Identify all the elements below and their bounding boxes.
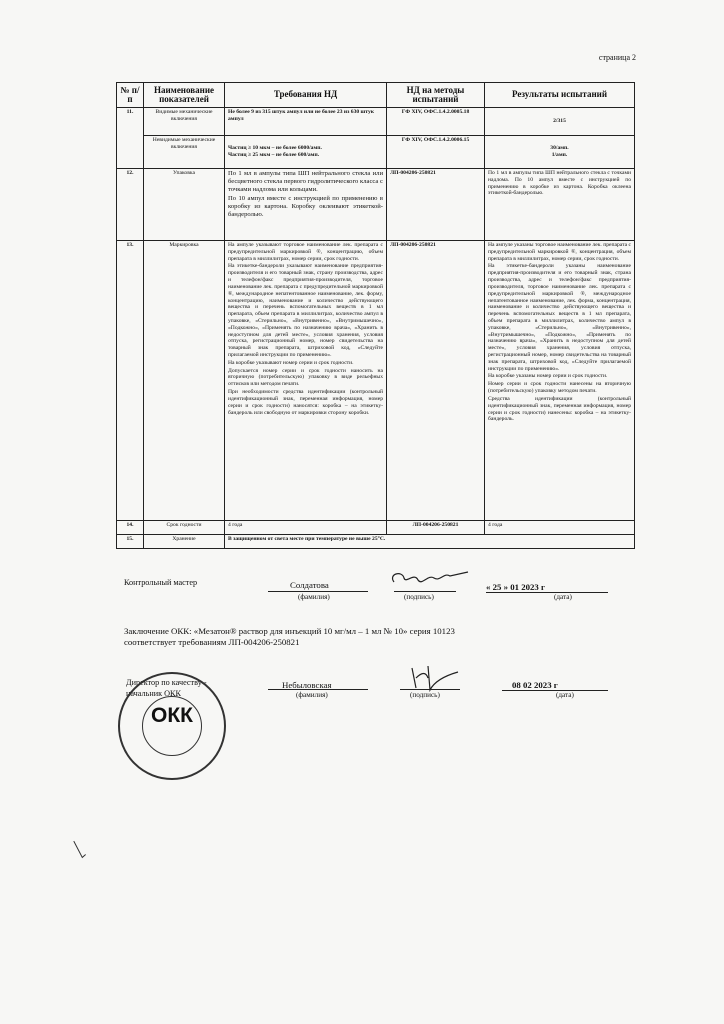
row-name: Маркировка	[144, 241, 225, 521]
signoff2-date: 08 02 2023 г	[512, 680, 558, 690]
req-line: Частиц ≥ 25 мкм – не более 600/амп.	[228, 152, 320, 158]
table-header-row	[117, 83, 635, 108]
header-result: Результаты испытаний	[485, 83, 635, 108]
req-paragraph: Допускается номер серии и срок годности наносить на вторичную (потребительскую) упаковку в виде рельефных оттисков или методом печати.	[228, 367, 383, 388]
result-paragraph: На этикетке-бандероли указаны наименование предприятия-производителя и его товарный знак, страна производства, адрес и телефон/факс предприятия-производителя, торговое наименование лек. препарата с предупредительной маркировкой ®, международное непатентованное наименование, лек. форма, концентрация, наименование и количество действующего вещества и перечень вспомогательных веществ в 1 мл препарата, объем препарата в миллилитрах, количество ампул в упаковке, «Стерильно», «Внутривенно», «Внутримышечно», «Подкожно», «Применять по назначению врача», «Хранить в недоступном для детей месте», условия хранения, условия отпуска, регистрационный номер, номер свидетельства на товарный знак препарата, штриховой код, «Следуйте прилагаемой инструкции по применению».	[488, 263, 631, 372]
row-result: 2/315	[485, 108, 635, 136]
conclusion-line-2: соответствует требованиям ЛП-004206-250821	[124, 637, 300, 648]
signoff2-surname: Небыловская	[282, 680, 332, 690]
signoff1-surname-label: (фамилия)	[298, 593, 330, 601]
row-method: ЛП-004206-250821	[387, 169, 485, 241]
row-number: 12.	[117, 169, 144, 241]
table-row	[117, 108, 635, 136]
row-requirement	[225, 241, 387, 521]
signoff2-role-line-1: Директор по качеству -	[126, 678, 207, 687]
row-number: 15.	[117, 535, 144, 549]
signoff2-signature-label: (подпись)	[410, 691, 440, 699]
signoff1-signature-label: (подпись)	[404, 593, 434, 601]
req-paragraph: По 10 ампул вместе с инструкцией по применению в коробку из картона. Коробку оклеивают этикеткой-бандеролью.	[228, 194, 383, 218]
row-method: ГФ XIV, ОФС.1.4.2.0006.15	[387, 136, 485, 169]
signoff1-signature-icon	[384, 564, 474, 594]
header-requirements: Требования НД	[225, 83, 387, 108]
row-number: 13.	[117, 241, 144, 521]
result-line: 30/амп.	[550, 145, 569, 152]
row-result	[485, 241, 635, 521]
signoff2-signature-line	[400, 689, 460, 690]
signoff1-date-line	[486, 592, 608, 593]
row-name: Невидимые механические включения	[144, 136, 225, 169]
row-requirement: Не более 9 из 315 штук ампул или не более 23 из 630 штук ампул	[225, 108, 387, 136]
stamp-center-text: ОКК	[151, 704, 193, 727]
table-row	[117, 521, 635, 535]
signoff1-date-label: (дата)	[554, 593, 572, 601]
row-result: 4 года	[485, 521, 635, 535]
req-paragraph: При необходимости средства идентификации (контрольный идентификационный знак, переменная информация, номер серии и срок годности) наносятся: коробка – на этикетку-бандероль или свободную от маркировки сторону коробки.	[228, 389, 383, 416]
row-number: 14.	[117, 521, 144, 535]
results-table	[116, 82, 635, 549]
req-paragraph: По 1 мл в ампулы типа ШП нейтрального стекла или бесцветного стекла первого гидролитического класса с точками надлома или кольцами.	[228, 170, 383, 193]
req-paragraph: На этикетке-бандероли указывают наименование предприятия-производителя и его товарный знак, страну производства, адрес и телефон/факс предприятия-производителя, торговое наименование лек. препарата с предупредительной маркировкой ®, международное непатентованное наименование, лек. форму, концентрацию, наименование и количество действующего вещества и перечень вспомогательных веществ в 1 мл препарата, объем препарата в миллилитрах, количество ампул в упаковке, «Стерильно», «Внутривенно», «Внутримышечно», «Подкожно», «Применять по назначению врача», «Хранить в недоступном для детей месте», условия хранения, условия отпуска, регистрационный номер, номер свидетельства на товарный знак препарата, штриховой код, «Следуйте прилагаемой инструкции по применению».	[228, 263, 383, 358]
result-line: 1/амп.	[551, 152, 568, 158]
row-name: Хранение	[144, 535, 225, 549]
signoff2-role-line-2: начальник ОКК	[126, 688, 181, 698]
signoff1-date: « 25 » 01 2023 г	[486, 582, 545, 592]
table-row	[117, 169, 635, 241]
signoff1-surname: Солдатова	[290, 580, 329, 590]
page-number: страница 2	[598, 53, 636, 62]
result-paragraph: По 1 мл в ампулы типа ШП нейтрального стекла с точками надлома. По 10 ампул вместе с инструкцией по применению в коробке из картона. Коробка оклеена этикеткой-бандеролью.	[488, 170, 631, 197]
table-row	[117, 136, 635, 169]
row-requirement: 4 года	[225, 521, 387, 535]
row-result	[485, 136, 635, 169]
conclusion	[124, 626, 455, 649]
row-requirement	[225, 169, 387, 241]
header-method: НД на методы испытаний	[387, 83, 485, 108]
signoff1-signature-line	[394, 591, 456, 592]
row-name: Срок годности	[144, 521, 225, 535]
conclusion-line-1: Заключение ОКК: «Мезатон® раствор для инъекций 10 мг/мл – 1 мл № 10» серия 10123	[124, 626, 455, 636]
req-paragraph: На коробке указывают номер серии и срок годности.	[228, 359, 354, 366]
req-line: Частиц ≥ 10 мкм – не более 6000/амп.	[228, 145, 322, 152]
signoff2-date-line	[502, 690, 608, 691]
signoff1-surname-line	[268, 591, 368, 592]
header-name: Наименование показателей	[144, 83, 225, 108]
req-paragraph: На ампуле указывают торговое наименование лек. препарата с предупредительной маркировкой ®, концентрацию, объем препарата в миллилитрах, номер серии, срок годности.	[228, 242, 383, 262]
okk-stamp-icon	[118, 672, 226, 780]
row-requirement	[225, 136, 387, 169]
row-result	[485, 169, 635, 241]
signoff1-role: Контрольный мастер	[124, 578, 198, 587]
row-name: Упаковка	[144, 169, 225, 241]
table-row	[117, 535, 635, 549]
row-name: Видимые механические включения	[144, 108, 225, 136]
row-method: ЛП-004206-250821	[387, 241, 485, 521]
signoff2-surname-line	[268, 689, 368, 690]
row-number: 11.	[117, 108, 144, 169]
result-paragraph: На ампуле указаны торговое наименование лек. препарата с предупредительной маркировкой ®, концентрация, объем препарата в миллилитрах, номер серии, срок годности.	[488, 242, 631, 262]
result-paragraph: На коробке указаны номер серии и срок годности.	[488, 373, 608, 380]
result-paragraph: Номер серии и срок годности нанесены на вторичную (потребительскую) упаковку методом печати.	[488, 381, 631, 395]
result-paragraph: Средства идентификации (контрольный идентификационный знак, переменная информация, номер серии и срок годности) нанесены: коробка – на этикетку-бандероль.	[488, 395, 631, 423]
header-num: № п/п	[117, 83, 144, 108]
table-row	[117, 241, 635, 521]
signoff2-surname-label: (фамилия)	[296, 691, 328, 699]
signoff2-date-label: (дата)	[556, 691, 574, 699]
row-method: ЛП-004206-250821	[387, 521, 485, 535]
handwritten-mark-icon	[69, 835, 89, 864]
row-requirement: В защищенном от света месте при температуре не выше 25°С.	[225, 535, 635, 549]
row-method: ГФ XIV, ОФС.1.4.2.0005.18	[387, 108, 485, 136]
